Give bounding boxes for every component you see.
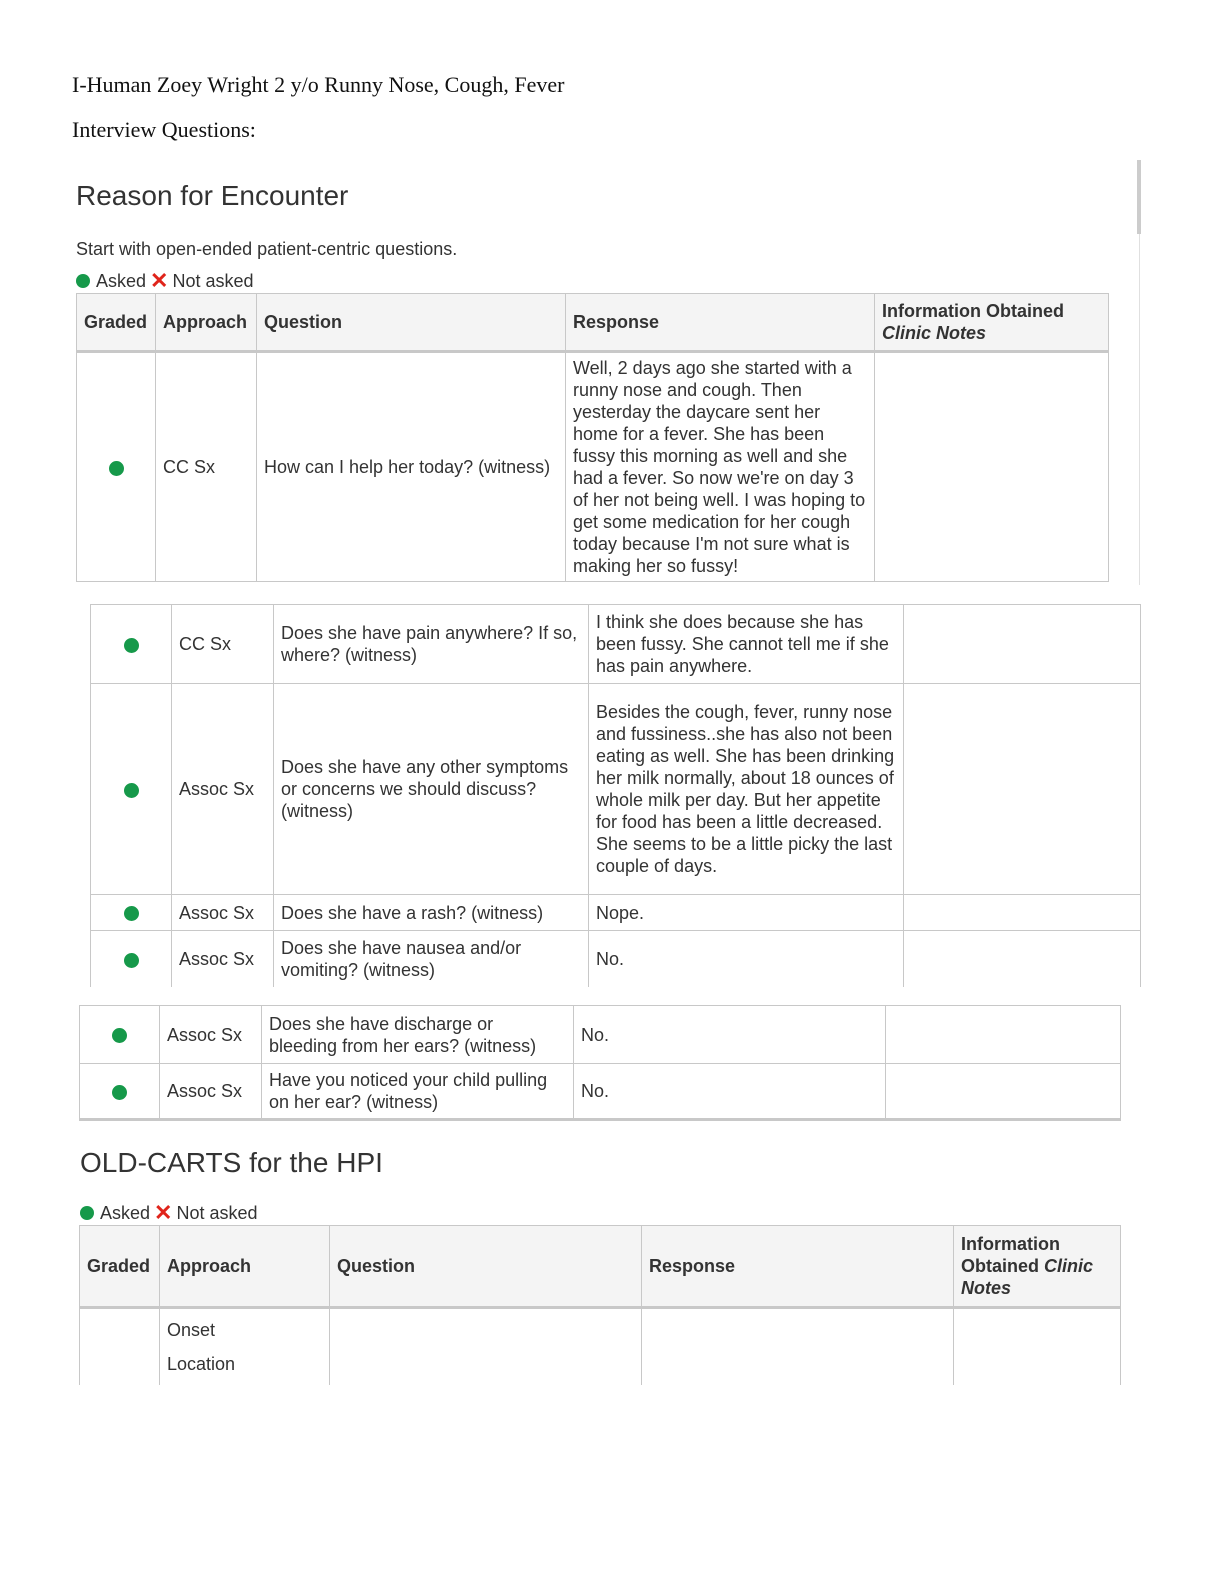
question-cell bbox=[330, 1308, 642, 1386]
approach-cell: Assoc Sx bbox=[172, 684, 274, 895]
reason-section-instruction: Start with open-ended patient-centric questions. bbox=[76, 239, 458, 259]
green-dot-icon bbox=[124, 906, 139, 921]
table-row bbox=[91, 684, 1141, 895]
legend-not-asked-label: Not asked bbox=[172, 270, 254, 291]
graded-cell bbox=[91, 605, 172, 684]
table-row bbox=[80, 1006, 1121, 1064]
reason-table-part2 bbox=[90, 604, 1141, 987]
notes-cell[interactable] bbox=[904, 931, 1141, 987]
reason-section-title: Reason for Encounter bbox=[76, 180, 349, 211]
response-cell: No. bbox=[574, 1006, 886, 1064]
reason-legend bbox=[76, 270, 254, 292]
graded-cell bbox=[91, 931, 172, 987]
document-subtitle: Interview Questions: bbox=[72, 117, 256, 142]
header-info-line2: Obtained Clinic bbox=[961, 1256, 1094, 1276]
header-response: Response bbox=[642, 1226, 954, 1308]
reason-table-part3 bbox=[79, 1005, 1121, 1121]
approach-cell: Assoc Sx bbox=[172, 931, 274, 987]
question-cell: Does she have discharge or bleeding from her ears? (witness) bbox=[262, 1006, 574, 1064]
response-cell: Well, 2 days ago she started with a runny nose and cough. Then yesterday the daycare sent her home for a fever. She has been fussy this morning as well and she had a fever. So now we're on day 3 of her not being well. I was hoping to get some medication for her cough today because I'm not sure what is making her so fussy! bbox=[566, 352, 875, 582]
notes-cell[interactable] bbox=[904, 895, 1141, 931]
question-cell: How can I help her today? (witness) bbox=[257, 352, 566, 582]
graded-cell bbox=[80, 1308, 160, 1386]
notes-cell[interactable] bbox=[904, 605, 1141, 684]
legend-asked-label: Asked bbox=[100, 1202, 151, 1223]
response-cell bbox=[642, 1308, 954, 1386]
document-title: I-Human Zoey Wright 2 y/o Runny Nose, Cough, Fever bbox=[72, 72, 565, 97]
green-dot-icon bbox=[109, 461, 124, 476]
notes-cell[interactable] bbox=[875, 352, 1109, 582]
notes-cell[interactable] bbox=[954, 1308, 1121, 1386]
table-row bbox=[91, 605, 1141, 684]
header-approach: Approach bbox=[156, 294, 257, 352]
graded-cell bbox=[80, 1064, 160, 1120]
header-info bbox=[954, 1226, 1121, 1308]
approach-cell: CC Sx bbox=[156, 352, 257, 582]
header-question: Question bbox=[257, 294, 566, 352]
table-row bbox=[91, 895, 1141, 931]
header-question: Question bbox=[330, 1226, 642, 1308]
reason-table-part1 bbox=[76, 293, 1109, 582]
legend-not-asked-label: Not asked bbox=[176, 1202, 258, 1223]
question-cell: Does she have a rash? (witness) bbox=[274, 895, 589, 931]
response-cell: Nope. bbox=[589, 895, 904, 931]
approach-cell: Assoc Sx bbox=[172, 895, 274, 931]
oldcarts-legend bbox=[80, 1202, 258, 1224]
scrollbar-thumb[interactable] bbox=[1137, 160, 1141, 234]
green-dot-icon bbox=[112, 1028, 127, 1043]
table-row bbox=[77, 352, 1109, 582]
table-header-row bbox=[80, 1226, 1121, 1308]
response-cell: Besides the cough, fever, runny nose and fussiness..she has also not been eating as well. She has been drinking her milk normally, about 18 ounces of whole milk per day. But her appetite for food has been a little decreased. She seems to be a little picky the last couple of days. bbox=[589, 684, 904, 895]
notes-cell[interactable] bbox=[886, 1006, 1121, 1064]
table-row bbox=[80, 1064, 1121, 1120]
response-cell: No. bbox=[589, 931, 904, 987]
green-dot-icon bbox=[76, 274, 90, 288]
green-dot-icon bbox=[124, 953, 139, 968]
notes-cell[interactable] bbox=[886, 1064, 1121, 1120]
approach-cell: Assoc Sx bbox=[160, 1064, 262, 1120]
question-cell: Does she have nausea and/or vomiting? (witness) bbox=[274, 931, 589, 987]
header-info-line3: Notes bbox=[961, 1278, 1012, 1298]
response-cell: I think she does because she has been fussy. She cannot tell me if she has pain anywhere. bbox=[589, 605, 904, 684]
graded-cell bbox=[91, 684, 172, 895]
green-dot-icon bbox=[112, 1085, 127, 1100]
header-response: Response bbox=[566, 294, 875, 352]
approach-cell: CC Sx bbox=[172, 605, 274, 684]
green-dot-icon bbox=[124, 638, 139, 653]
table-header-row bbox=[77, 294, 1109, 352]
green-dot-icon bbox=[80, 1206, 94, 1220]
table-row bbox=[91, 931, 1141, 987]
header-graded: Graded bbox=[77, 294, 156, 352]
header-info-line1: Information bbox=[961, 1234, 1060, 1254]
question-cell: Does she have pain anywhere? If so, where? (witness) bbox=[274, 605, 589, 684]
header-info-line2: Clinic Notes bbox=[882, 323, 987, 343]
question-cell: Have you noticed your child pulling on her ear? (witness) bbox=[262, 1064, 574, 1120]
green-dot-icon bbox=[124, 783, 139, 798]
header-graded: Graded bbox=[80, 1226, 160, 1308]
oldcarts-section-title: OLD-CARTS for the HPI bbox=[80, 1147, 383, 1178]
header-approach: Approach bbox=[160, 1226, 330, 1308]
header-info-line1: Information Obtained bbox=[882, 301, 1064, 321]
approach-cell: Assoc Sx bbox=[160, 1006, 262, 1064]
approach-onset: Onset bbox=[167, 1320, 216, 1340]
red-x-icon: ✕ bbox=[150, 268, 169, 293]
oldcarts-table bbox=[79, 1225, 1121, 1385]
approach-location: Location bbox=[167, 1354, 236, 1374]
red-x-icon: ✕ bbox=[154, 1200, 173, 1225]
legend-asked-label: Asked bbox=[96, 270, 147, 291]
approach-cell bbox=[160, 1308, 330, 1386]
header-info bbox=[875, 294, 1109, 352]
notes-cell[interactable] bbox=[904, 684, 1141, 895]
response-cell: No. bbox=[574, 1064, 886, 1120]
graded-cell bbox=[77, 352, 156, 582]
graded-cell bbox=[91, 895, 172, 931]
graded-cell bbox=[80, 1006, 160, 1064]
question-cell: Does she have any other symptoms or concerns we should discuss? (witness) bbox=[274, 684, 589, 895]
table-row bbox=[80, 1308, 1121, 1386]
